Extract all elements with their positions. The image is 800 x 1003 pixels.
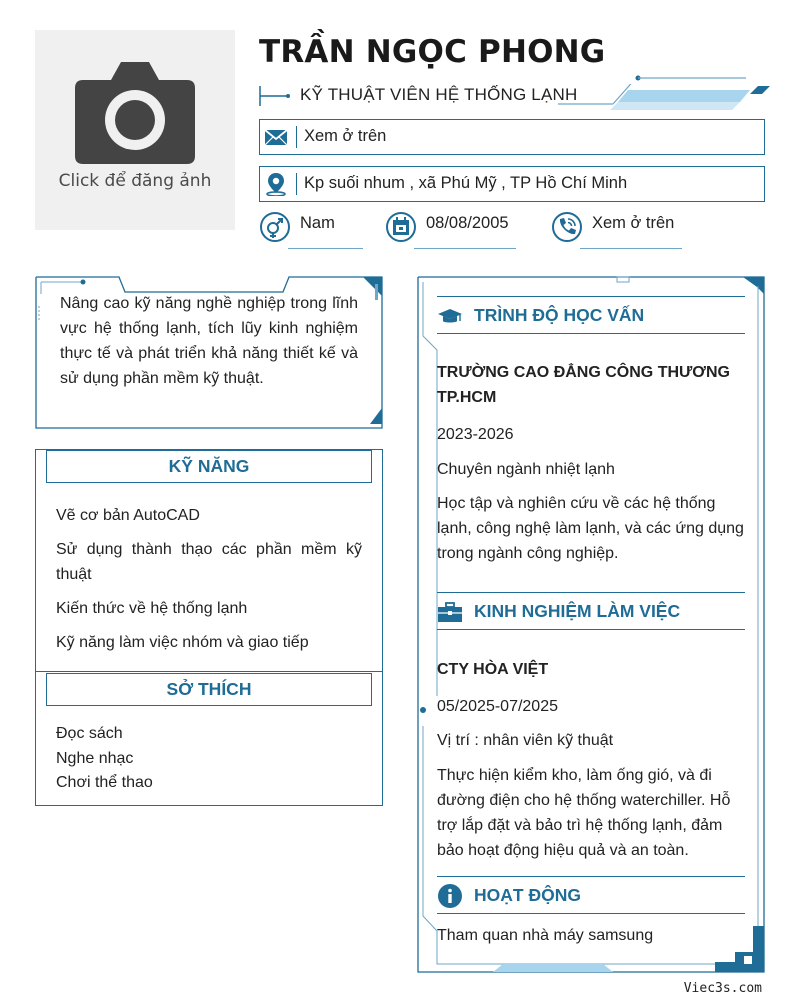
skill-item: Kiến thức về hệ thống lạnh [56,600,248,617]
phone-icon [552,212,582,242]
skill-item: Vẽ cơ bản AutoCAD [56,507,200,524]
info-icon [437,883,463,909]
education-heading [437,296,745,334]
education-description: Học tập và nghiên cứu về các hệ thống lạnh, công nghệ làm lạnh, và các ứng dụng trong ngành công nghiệp. [437,495,744,562]
underline [414,248,516,249]
photo-caption: Click để đăng ảnh [58,171,212,191]
job-title: KỸ THUẬT VIÊN HỆ THỐNG LẠNH [300,85,578,104]
hobby-item: Đọc sách [56,725,123,742]
career-objective [35,276,383,429]
address-value: Kp suối nhum , xã Phú Mỹ , TP Hồ Chí Minh [304,174,628,192]
activity-item: Tham quan nhà máy samsung [437,927,654,944]
graduation-cap-icon [437,303,463,329]
gender-value: Nam [300,214,335,232]
birthday-value: 08/08/2005 [426,214,509,232]
separator [296,173,297,195]
experience-description: Thực hiện kiểm kho, làm ống gió, và đi đường điện cho hệ thống waterchiller. Hỗ trợ lắp đặt và bảo trì hệ thống lạnh, đảm bảo hoạt động hiệu quả và an toàn. [437,767,731,859]
experience-position: Vị trí : nhân viên kỹ thuật [437,732,614,749]
activities-title: HOẠT ĐỘNG [474,885,581,905]
gender-icon [260,212,290,242]
avatar-upload[interactable] [35,30,235,230]
underline [288,248,363,249]
education-major: Chuyên ngành nhiệt lạnh [437,461,615,478]
skills-hobbies-box [35,449,383,806]
candidate-name: TRẦN NGỌC PHONG [259,34,606,70]
skills-heading: KỸ NĂNG [46,450,372,483]
education-title: TRÌNH ĐỘ HỌC VẤN [474,305,645,325]
experience-title: KINH NGHIỆM LÀM VIỆC [474,601,681,621]
location-pin-icon [263,172,289,196]
briefcase-icon [437,599,463,625]
separator [296,126,297,148]
underline [580,248,682,249]
address-row [259,166,765,202]
experience-period: 05/2025-07/2025 [437,698,558,715]
activities-heading [437,876,745,914]
title-decoration-top [634,74,754,82]
skill-item: Kỹ năng làm việc nhóm và giao tiếp [56,634,309,651]
experience-heading [437,592,745,630]
hobbies-heading: SỞ THÍCH [46,673,372,706]
email-value: Xem ở trên [304,127,387,145]
calendar-icon [386,212,416,242]
skill-item: Sử dụng thành thạo các phần mềm kỹ thuật [56,541,362,583]
email-row [259,119,765,155]
section-divider [36,671,382,672]
hobby-item: Chơi thể thao [56,774,153,791]
right-column [417,276,765,973]
hobby-item: Nghe nhạc [56,750,134,767]
school-name: TRƯỜNG CAO ĐẲNG CÔNG THƯƠNG TP.HCM [437,364,730,406]
company-name: CTY HÒA VIỆT [437,661,549,678]
watermark: Viec3s.com [683,981,762,996]
envelope-icon [263,125,289,149]
camera-icon [75,58,195,164]
education-period: 2023-2026 [437,426,514,443]
phone-value: Xem ở trên [592,214,675,232]
objective-text: Nâng cao kỹ năng nghề nghiệp trong lĩnh vực hệ thống lạnh, tích lũy kinh nghiệm thực tế và phát triển khả năng thiết kế và sử dụng phần mềm kỹ thuật. [60,295,358,387]
